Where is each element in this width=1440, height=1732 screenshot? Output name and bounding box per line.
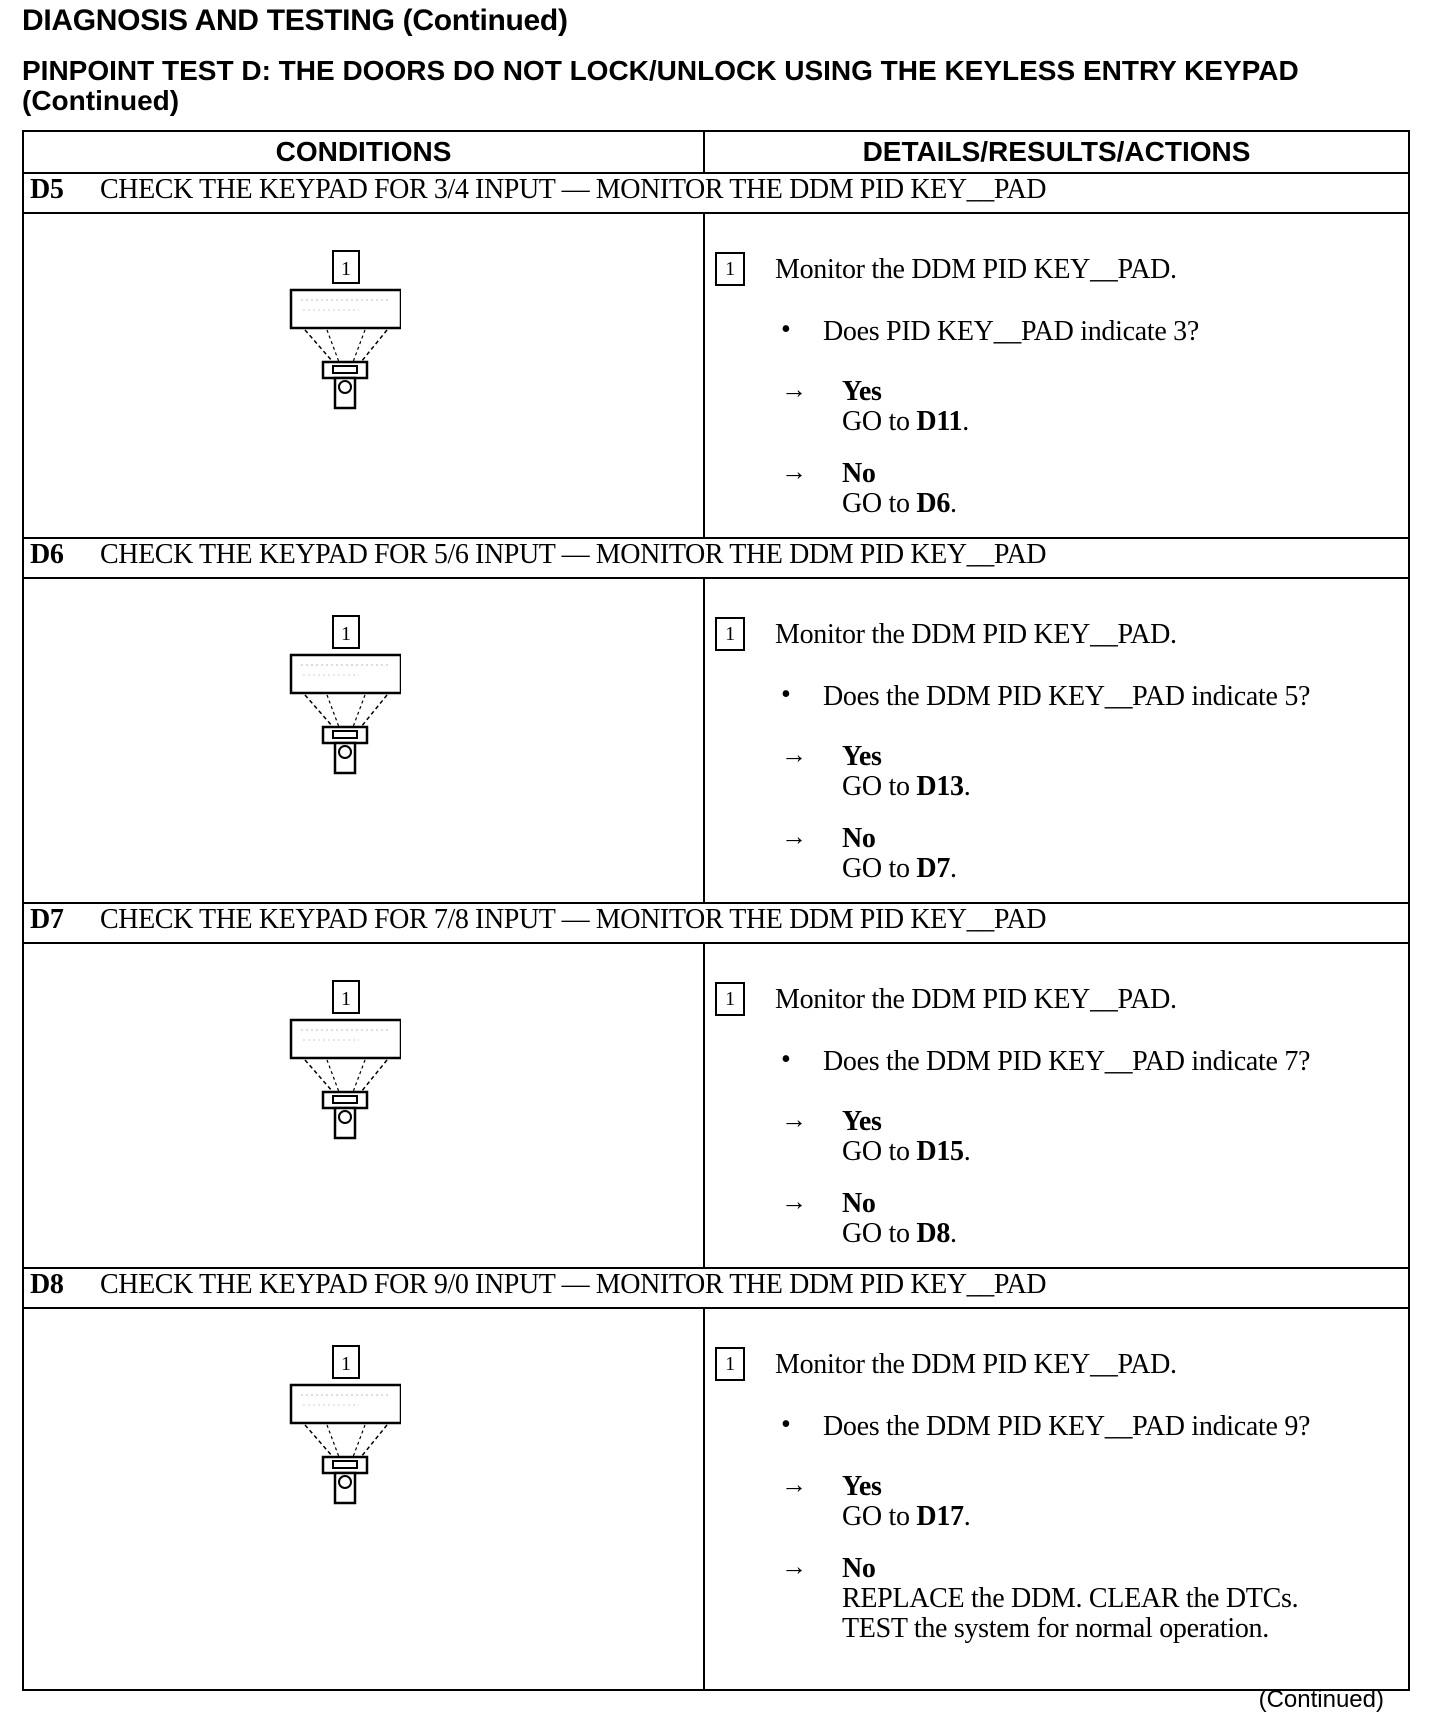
bullet-icon: • bbox=[781, 679, 791, 710]
yes-result bbox=[705, 1472, 1408, 1532]
scan-tool-illustration bbox=[24, 214, 703, 537]
no-action-target: D7 bbox=[916, 853, 951, 884]
pinpoint-test-table bbox=[22, 130, 1410, 1691]
instruction-line bbox=[705, 984, 1408, 1024]
no-label: No bbox=[842, 823, 876, 854]
no-action-text: GO to bbox=[842, 853, 917, 884]
step-title: CHECK THE KEYPAD FOR 7/8 INPUT — MONITOR THE DDM PID KEY__PAD bbox=[100, 904, 1047, 935]
no-action-suffix: . bbox=[950, 488, 957, 519]
yes-action bbox=[842, 772, 1408, 802]
step-body-row bbox=[23, 578, 1409, 903]
projection-line bbox=[305, 1425, 333, 1457]
yes-action-text: GO to bbox=[842, 406, 917, 437]
bullet-icon: • bbox=[781, 1044, 791, 1075]
table-header-row bbox=[23, 131, 1409, 173]
no-result bbox=[705, 459, 1408, 519]
no-action-text: GO to bbox=[842, 488, 917, 519]
step-title-cell bbox=[23, 903, 1409, 943]
scan-tool-screen bbox=[333, 366, 357, 373]
bullet-icon: • bbox=[781, 1409, 791, 1440]
yes-label: Yes bbox=[842, 1106, 882, 1137]
no-action-target: D8 bbox=[916, 1218, 951, 1249]
no-label: No bbox=[842, 458, 876, 489]
scan-tool-diagram bbox=[289, 615, 401, 775]
step-body-row bbox=[23, 1308, 1409, 1690]
no-label: No bbox=[842, 1553, 876, 1584]
page-title: DIAGNOSIS AND TESTING (Continued) bbox=[22, 4, 568, 37]
scan-tool-illustration bbox=[24, 944, 703, 1267]
details-cell bbox=[704, 1308, 1409, 1690]
yes-action bbox=[842, 1137, 1408, 1167]
scan-tool-screen bbox=[333, 731, 357, 738]
scan-tool-screen bbox=[333, 1096, 357, 1103]
no-result bbox=[705, 824, 1408, 884]
scan-tool-display bbox=[291, 1020, 401, 1058]
projection-line bbox=[353, 695, 365, 727]
yes-label: Yes bbox=[842, 741, 882, 772]
yes-action-suffix: . bbox=[962, 406, 969, 437]
projection-line bbox=[361, 695, 387, 727]
projection-line bbox=[305, 1060, 333, 1092]
instruction-line bbox=[705, 254, 1408, 294]
yes-action bbox=[842, 1502, 1408, 1532]
step-title-cell bbox=[23, 1268, 1409, 1308]
scan-tool-diagram bbox=[289, 1345, 401, 1505]
no-action-target: D6 bbox=[916, 488, 951, 519]
no-label: No bbox=[842, 1188, 876, 1219]
no-result bbox=[705, 1554, 1408, 1644]
conditions-cell bbox=[23, 943, 704, 1268]
bullet-icon: • bbox=[781, 314, 791, 345]
arrow-right-icon: → bbox=[781, 1187, 807, 1216]
no-action-text: GO to bbox=[842, 1218, 917, 1249]
projection-line bbox=[361, 330, 387, 362]
no-action-line-1: REPLACE the DDM. CLEAR the DTCs. bbox=[842, 1583, 1299, 1614]
instruction-text: Monitor the DDM PID KEY__PAD. bbox=[775, 254, 1177, 285]
question-text: Does PID KEY__PAD indicate 3? bbox=[823, 316, 1199, 347]
yes-action-suffix: . bbox=[963, 1501, 971, 1532]
no-action bbox=[842, 489, 1408, 519]
details-cell bbox=[704, 213, 1409, 538]
yes-action-target: D11 bbox=[916, 406, 963, 437]
no-action bbox=[842, 854, 1408, 884]
step-details bbox=[705, 944, 1408, 1249]
step-details bbox=[705, 579, 1408, 884]
no-action-suffix: . bbox=[950, 1218, 957, 1249]
step-id: D5 bbox=[30, 174, 64, 205]
scan-tool-diagram bbox=[289, 980, 401, 1140]
projection-line bbox=[353, 1060, 365, 1092]
scan-tool-button bbox=[339, 1111, 351, 1123]
details-results-actions-header: DETAILS/RESULTS/ACTIONS bbox=[704, 131, 1409, 173]
scan-tool-display bbox=[291, 655, 401, 693]
step-title: CHECK THE KEYPAD FOR 3/4 INPUT — MONITOR THE DDM PID KEY__PAD bbox=[100, 174, 1047, 205]
no-result bbox=[705, 1189, 1408, 1249]
scan-tool-illustration bbox=[24, 579, 703, 902]
step-title-cell bbox=[23, 173, 1409, 213]
projection-line bbox=[353, 1425, 365, 1457]
details-cell bbox=[704, 943, 1409, 1268]
yes-action-target: D17 bbox=[916, 1501, 964, 1532]
step-number-box: 1 bbox=[715, 982, 745, 1016]
yes-label: Yes bbox=[842, 376, 882, 407]
yes-action-text: GO to bbox=[842, 771, 917, 802]
yes-action-suffix: . bbox=[963, 1136, 971, 1167]
instruction-text: Monitor the DDM PID KEY__PAD. bbox=[775, 984, 1177, 1015]
no-action-line-2: TEST the system for normal operation. bbox=[842, 1613, 1269, 1644]
projection-line bbox=[305, 695, 333, 727]
yes-action-target: D13 bbox=[916, 771, 964, 802]
conditions-header: CONDITIONS bbox=[23, 131, 704, 173]
scan-tool-diagram bbox=[289, 250, 401, 410]
step-title: CHECK THE KEYPAD FOR 9/0 INPUT — MONITOR THE DDM PID KEY__PAD bbox=[100, 1269, 1047, 1300]
yes-action bbox=[842, 407, 1408, 437]
scan-tool-screen bbox=[333, 1461, 357, 1468]
step-title-cell bbox=[23, 538, 1409, 578]
step-body-row bbox=[23, 213, 1409, 538]
step-title-row bbox=[23, 173, 1409, 213]
scan-tool-button bbox=[339, 746, 351, 758]
no-action bbox=[842, 1219, 1408, 1249]
scan-tool-display bbox=[291, 290, 401, 328]
instruction-text: Monitor the DDM PID KEY__PAD. bbox=[775, 619, 1177, 650]
instruction-line bbox=[705, 1349, 1408, 1389]
arrow-right-icon: → bbox=[781, 822, 807, 851]
step-id: D8 bbox=[30, 1269, 64, 1300]
step-body-row bbox=[23, 943, 1409, 1268]
question-line bbox=[705, 1411, 1408, 1451]
yes-action-target: D15 bbox=[916, 1136, 964, 1167]
yes-label: Yes bbox=[842, 1471, 882, 1502]
question-text: Does the DDM PID KEY__PAD indicate 7? bbox=[823, 1046, 1311, 1077]
instruction-line bbox=[705, 619, 1408, 659]
question-line bbox=[705, 1046, 1408, 1086]
scan-tool-button bbox=[339, 1476, 351, 1488]
arrow-right-icon: → bbox=[781, 375, 807, 404]
yes-action-text: GO to bbox=[842, 1136, 917, 1167]
no-action-suffix: . bbox=[950, 853, 957, 884]
question-line bbox=[705, 316, 1408, 356]
step-title-row bbox=[23, 1268, 1409, 1308]
conditions-cell bbox=[23, 578, 704, 903]
projection-line bbox=[361, 1060, 387, 1092]
question-text: Does the DDM PID KEY__PAD indicate 5? bbox=[823, 681, 1311, 712]
arrow-right-icon: → bbox=[781, 1470, 807, 1499]
conditions-cell bbox=[23, 1308, 704, 1690]
step-title-row bbox=[23, 538, 1409, 578]
scan-tool-button bbox=[339, 381, 351, 393]
yes-action-suffix: . bbox=[963, 771, 971, 802]
callout-number: 1 bbox=[341, 988, 351, 1010]
details-cell bbox=[704, 578, 1409, 903]
scan-tool-display bbox=[291, 1385, 401, 1423]
instruction-text: Monitor the DDM PID KEY__PAD. bbox=[775, 1349, 1177, 1380]
scan-tool-illustration bbox=[24, 1309, 703, 1689]
arrow-right-icon: → bbox=[781, 1552, 807, 1581]
continued-footer: (Continued) bbox=[1258, 1686, 1384, 1713]
yes-result bbox=[705, 1107, 1408, 1167]
projection-line bbox=[305, 330, 333, 362]
pinpoint-test-title: PINPOINT TEST D: THE DOORS DO NOT LOCK/UNLOCK USING THE KEYLESS ENTRY KEYPAD (Continued) bbox=[22, 55, 1299, 116]
projection-line bbox=[353, 330, 365, 362]
step-number-box: 1 bbox=[715, 252, 745, 286]
step-details bbox=[705, 1309, 1408, 1644]
step-title: CHECK THE KEYPAD FOR 5/6 INPUT — MONITOR THE DDM PID KEY__PAD bbox=[100, 539, 1047, 570]
conditions-cell bbox=[23, 213, 704, 538]
step-title-row bbox=[23, 903, 1409, 943]
arrow-right-icon: → bbox=[781, 740, 807, 769]
projection-line bbox=[361, 1425, 387, 1457]
yes-result bbox=[705, 377, 1408, 437]
step-details bbox=[705, 214, 1408, 519]
callout-number: 1 bbox=[341, 623, 351, 645]
step-number-box: 1 bbox=[715, 617, 745, 651]
yes-result bbox=[705, 742, 1408, 802]
step-id: D6 bbox=[30, 539, 64, 570]
callout-number: 1 bbox=[341, 258, 351, 280]
yes-action-text: GO to bbox=[842, 1501, 917, 1532]
question-line bbox=[705, 681, 1408, 721]
callout-number: 1 bbox=[341, 1353, 351, 1375]
step-number-box: 1 bbox=[715, 1347, 745, 1381]
step-id: D7 bbox=[30, 904, 64, 935]
arrow-right-icon: → bbox=[781, 1105, 807, 1134]
question-text: Does the DDM PID KEY__PAD indicate 9? bbox=[823, 1411, 1311, 1442]
arrow-right-icon: → bbox=[781, 457, 807, 486]
